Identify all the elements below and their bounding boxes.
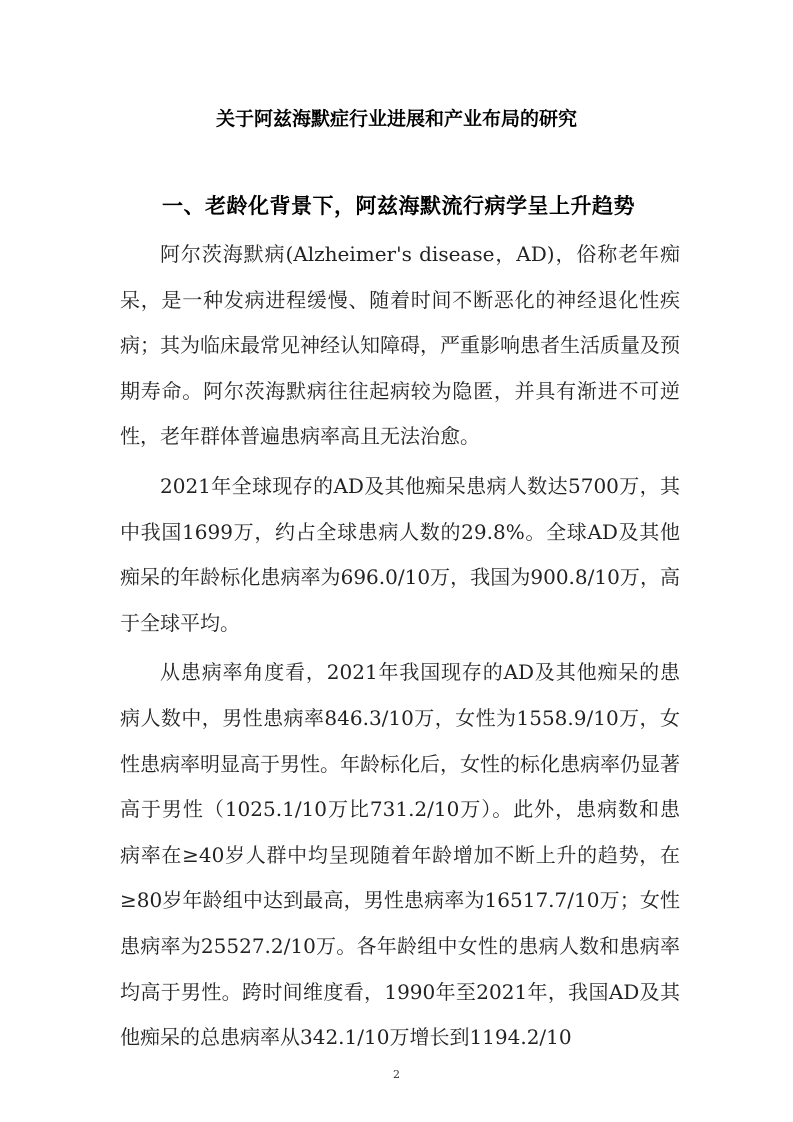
page-number: 2 xyxy=(393,1068,400,1081)
paragraph-2: 2021年全球现存的AD及其他痴呆患病人数达5700万，其中我国1699万，约占全球患病人数的29.8%。全球AD及其他痴呆的年龄标化患病率为696.0/10万，我国为900.8/10万，高于全球平均。 xyxy=(120,473,680,635)
section-heading: 一、老龄化背景下，阿兹海默流行病学呈上升趋势 xyxy=(162,194,635,218)
section-body xyxy=(120,232,680,1061)
paragraph-1: 阿尔茨海默病(Alzheimer's disease，AD)，俗称老年痴呆，是一种发病进程缓慢、随着时间不断恶化的神经退化性疾病；其为临床最常见神经认知障碍，严重影响患者生活质量及预期寿命。阿尔茨海默病往往起病较为隐匿，并具有渐进不可逆性，老年群体普遍患病率高且无法治愈。 xyxy=(120,242,680,449)
document-title: 关于阿兹海默症行业进展和产业布局的研究 xyxy=(215,108,577,130)
paragraph-3: 从患病率角度看，2021年我国现存的AD及其他痴呆的患病人数中，男性患病率846.3/10万，女性为1558.9/10万，女性患病率明显高于男性。年龄标化后，女性的标化患病率仍显著高于男性（1025.1/10万比731.2/10万）。此外，患病数和患病率在≥40岁人群中均呈现随着年龄增加不断上升的趋势，在≥80岁年龄组中达到最高，男性患病率为16517.7/10万；女性患病率为25527.2/10万。各年龄组中女性的患病人数和患病率均高于男性。跨时间维度看，1990年至2021年，我国AD及其他痴呆的总患病率从342.1/10万增长到1194.2/10 xyxy=(120,660,680,1050)
